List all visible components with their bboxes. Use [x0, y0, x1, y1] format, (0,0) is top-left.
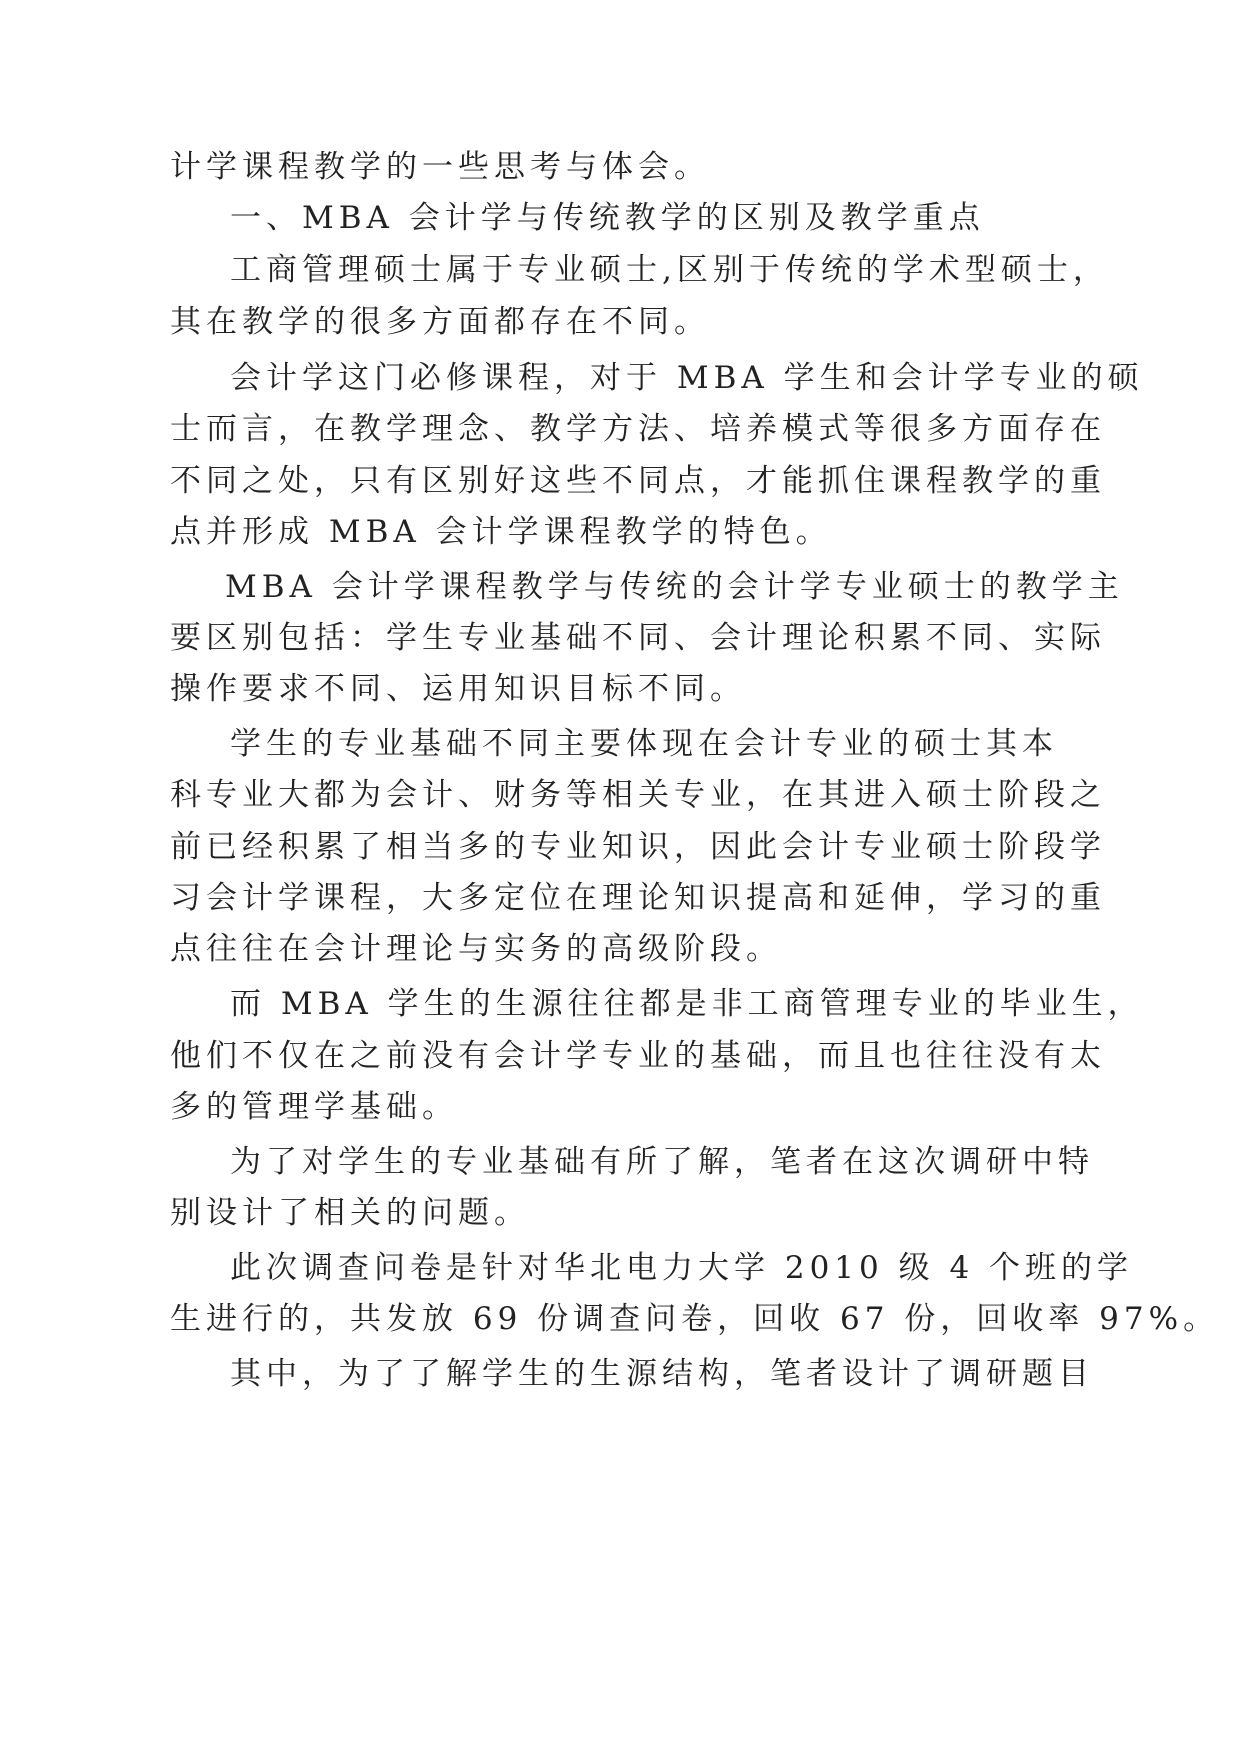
- text-line-1: 计学课程教学的一些思考与体会。: [170, 149, 710, 185]
- text-line-9: MBA 会计学课程教学与传统的会计学专业硕士的教学主: [225, 569, 1124, 605]
- text-line-4: 其在教学的很多方面都存在不同。: [170, 304, 710, 340]
- text-line-7: 不同之处，只有区别好这些不同点，才能抓住课程教学的重: [170, 463, 1106, 499]
- section-heading: 一、MBA 会计学与传统教学的区别及教学重点: [230, 200, 985, 236]
- text-line-19: 多的管理学基础。: [170, 1089, 458, 1125]
- text-line-22: 此次调查问卷是针对华北电力大学 2010 级 4 个班的学: [230, 1250, 1134, 1286]
- text-line-12: 学生的专业基础不同主要体现在会计专业的硕士其本: [230, 726, 1058, 762]
- text-line-24: 其中，为了了解学生的生源结构，笔者设计了调研题目: [230, 1356, 1094, 1392]
- text-line-13: 科专业大都为会计、财务等相关专业，在其进入硕士阶段之: [170, 777, 1106, 813]
- text-line-15: 习会计学课程，大多定位在理论知识提高和延伸，学习的重: [170, 880, 1106, 916]
- text-line-17: 而 MBA 学生的生源往往都是非工商管理专业的毕业生，: [230, 986, 1144, 1022]
- text-line-6: 士而言，在教学理念、教学方法、培养模式等很多方面存在: [170, 411, 1106, 447]
- text-line-23: 生进行的，共发放 69 份调查问卷，回收 67 份，回收率 97%。: [170, 1301, 1220, 1337]
- text-line-10: 要区别包括：学生专业基础不同、会计理论积累不同、实际: [170, 620, 1106, 656]
- text-line-8: 点并形成 MBA 会计学课程教学的特色。: [170, 514, 832, 550]
- text-line-3: 工商管理硕士属于专业硕士,区别于传统的学术型硕士，: [230, 252, 1109, 288]
- text-line-11: 操作要求不同、运用知识目标不同。: [170, 671, 746, 707]
- text-line-14: 前已经积累了相当多的专业知识，因此会计专业硕士阶段学: [170, 829, 1106, 865]
- text-line-5: 会计学这门必修课程，对于 MBA 学生和会计学专业的硕: [230, 360, 1144, 396]
- text-line-21: 别设计了相关的问题。: [170, 1195, 530, 1231]
- text-line-18: 他们不仅在之前没有会计学专业的基础，而且也往往没有太: [170, 1038, 1106, 1074]
- text-line-20: 为了对学生的专业基础有所了解，笔者在这次调研中特: [230, 1144, 1094, 1180]
- text-line-16: 点往往在会计理论与实务的高级阶段。: [170, 931, 782, 967]
